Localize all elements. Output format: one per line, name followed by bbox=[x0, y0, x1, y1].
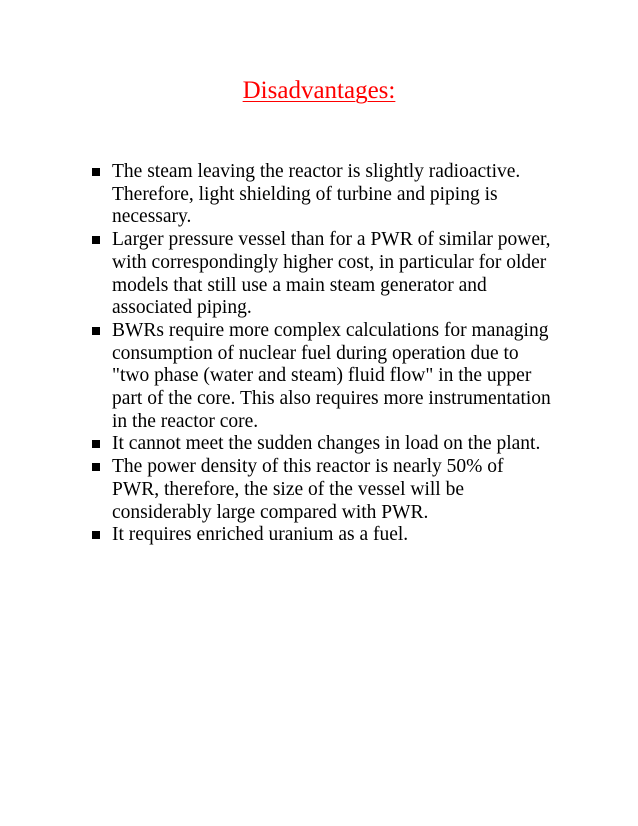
list-item bbox=[92, 433, 552, 456]
disadvantages-list bbox=[92, 161, 552, 547]
square-bullet-icon bbox=[92, 440, 100, 448]
page-title: Disadvantages: bbox=[242, 77, 396, 104]
square-bullet-icon bbox=[92, 168, 100, 176]
square-bullet-icon bbox=[92, 463, 100, 471]
list-item bbox=[92, 229, 552, 320]
list-item bbox=[92, 320, 552, 434]
list-item bbox=[92, 161, 552, 229]
list-item-text: It cannot meet the sudden changes in load on the plant. bbox=[112, 433, 541, 455]
list-item-text: BWRs require more complex calculations for managing consumption of nuclear fuel during operation due to "two phase (water and steam) fluid flow" in the upper part of the core. This also requires more instrumentation in the reactor core. bbox=[112, 319, 551, 432]
list-item-text: It requires enriched uranium as a fuel. bbox=[112, 524, 409, 546]
square-bullet-icon bbox=[92, 327, 100, 335]
list-item-text: Larger pressure vessel than for a PWR of similar power, with correspondingly higher cost, in particular for older models that still use a main steam generator and associated piping. bbox=[112, 229, 551, 319]
square-bullet-icon bbox=[92, 531, 100, 539]
list-item bbox=[92, 524, 552, 547]
list-item bbox=[92, 456, 552, 524]
square-bullet-icon bbox=[92, 236, 100, 244]
list-item-text: The steam leaving the reactor is slightly radioactive. Therefore, light shielding of turbine and piping is necessary. bbox=[112, 161, 521, 228]
list-item-text: The power density of this reactor is nearly 50% of PWR, therefore, the size of the vessel will be considerably large compared with PWR. bbox=[112, 456, 504, 523]
